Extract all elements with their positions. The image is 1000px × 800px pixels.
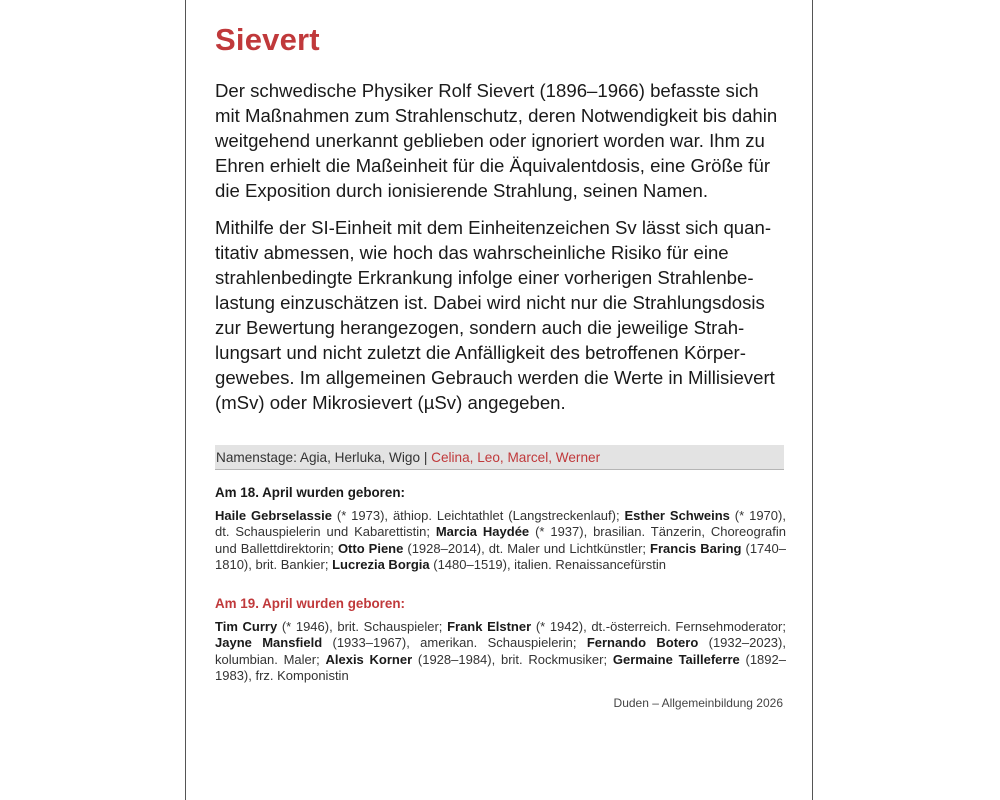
person-name: Marcia Haydée	[435, 524, 530, 540]
person-desc: (1928–1984), brit. Rockmusiker;	[417, 651, 608, 667]
namenstage-names-black: Agia, Herluka, Wigo	[299, 450, 421, 465]
birthdays-19-list	[215, 619, 786, 685]
page-title: Sievert	[215, 22, 320, 57]
calendar-page	[185, 0, 813, 800]
person-desc: (1932–2023), kolumbian. Maler;	[215, 635, 786, 667]
person-desc: (1740–1810), brit. Bankier;	[215, 540, 786, 573]
birthdays-april-18	[215, 485, 786, 574]
person-name: Frank Elstner	[447, 618, 532, 634]
person-name: Germaine Tailleferre	[612, 651, 740, 667]
person-desc: (* 1946), brit. Schauspieler;	[281, 618, 443, 634]
person-desc: (1480–1519), italien. Renaissancefürstin	[433, 557, 666, 573]
person-desc: (* 1937), brasilian. Tänzerin, Choreografin und Ballettdirektorin;	[215, 524, 786, 556]
person-name: Fernando Botero	[586, 635, 699, 651]
namenstage-separator: |	[423, 450, 428, 465]
person-name: Haile Gebrselassie	[215, 507, 332, 523]
person-desc: (1928–2014), dt. Maler und Lichtkünstler;	[407, 540, 647, 556]
footer-credit: Duden – Allgemeinbildung 2026	[613, 696, 783, 710]
person-desc: (* 1973), äthiop. Leichtathlet (Langstreckenlauf);	[336, 507, 620, 523]
person-desc: (1892–1983), frz. Komponistin	[215, 651, 786, 684]
birthdays-18-heading: Am 18. April wurden geboren:	[215, 485, 405, 500]
namenstage-bar	[215, 445, 784, 470]
namenstage-label: Namenstage:	[216, 450, 297, 465]
person-name: Otto Piene	[337, 540, 404, 556]
person-name: Esther Schweins	[624, 507, 730, 523]
person-desc: (* 1942), dt.-österreich. Fernsehmoderator;	[535, 618, 786, 634]
birthdays-18-list	[215, 508, 786, 574]
birthdays-april-19	[215, 596, 786, 685]
person-name: Alexis Korner	[325, 651, 413, 667]
person-name: Lucrezia Borgia	[332, 557, 430, 573]
paragraph-2: Mithilfe der SI-Einheit mit dem Einheitenzeichen Sv lässt sich quantitativ abmessen, wie hoch das wahrscheinliche Risiko für eine strahlenbedingte Erkrankung infolge einer vorherigen Strahlenbelastung einzuschätzen ist. Dabei wird nicht nur die Strahlungsdosis zur Bewertung herangezogen, sondern auch die jeweilige Strahlungsart und nicht zuletzt die Anfälligkeit des betroffenen Körpergewebes. Im allgemeinen Gebrauch werden die Werte in Millisievert (mSv) oder Mikrosievert (µSv) angegeben.	[215, 217, 775, 413]
person-desc: (1933–1967), amerikan. Schauspielerin;	[332, 635, 577, 651]
paragraph-1: Der schwedische Physiker Rolf Sievert (1896–1966) befasste sich mit Maßnahmen zum Strahlenschutz, deren Notwendigkeit bis dahin weitgehend unerkannt geblieben oder ignoriert worden war. Ihm zu Ehren erhielt die Maßeinheit für die Äquivalentdosis, eine Größe für die Exposition durch ionisierende Strahlung, seinen Namen.	[215, 80, 778, 201]
birthdays-19-heading: Am 19. April wurden geboren:	[215, 596, 405, 611]
namenstage-names-red: Celina, Leo, Marcel, Werner	[431, 450, 601, 465]
person-name: Jayne Mansfield	[215, 635, 323, 651]
article-body	[215, 78, 786, 427]
person-desc: (* 1970), dt. Schauspielerin und Kabarettistin;	[215, 507, 786, 540]
person-name: Tim Curry	[215, 618, 278, 634]
person-name: Francis Baring	[650, 540, 742, 556]
